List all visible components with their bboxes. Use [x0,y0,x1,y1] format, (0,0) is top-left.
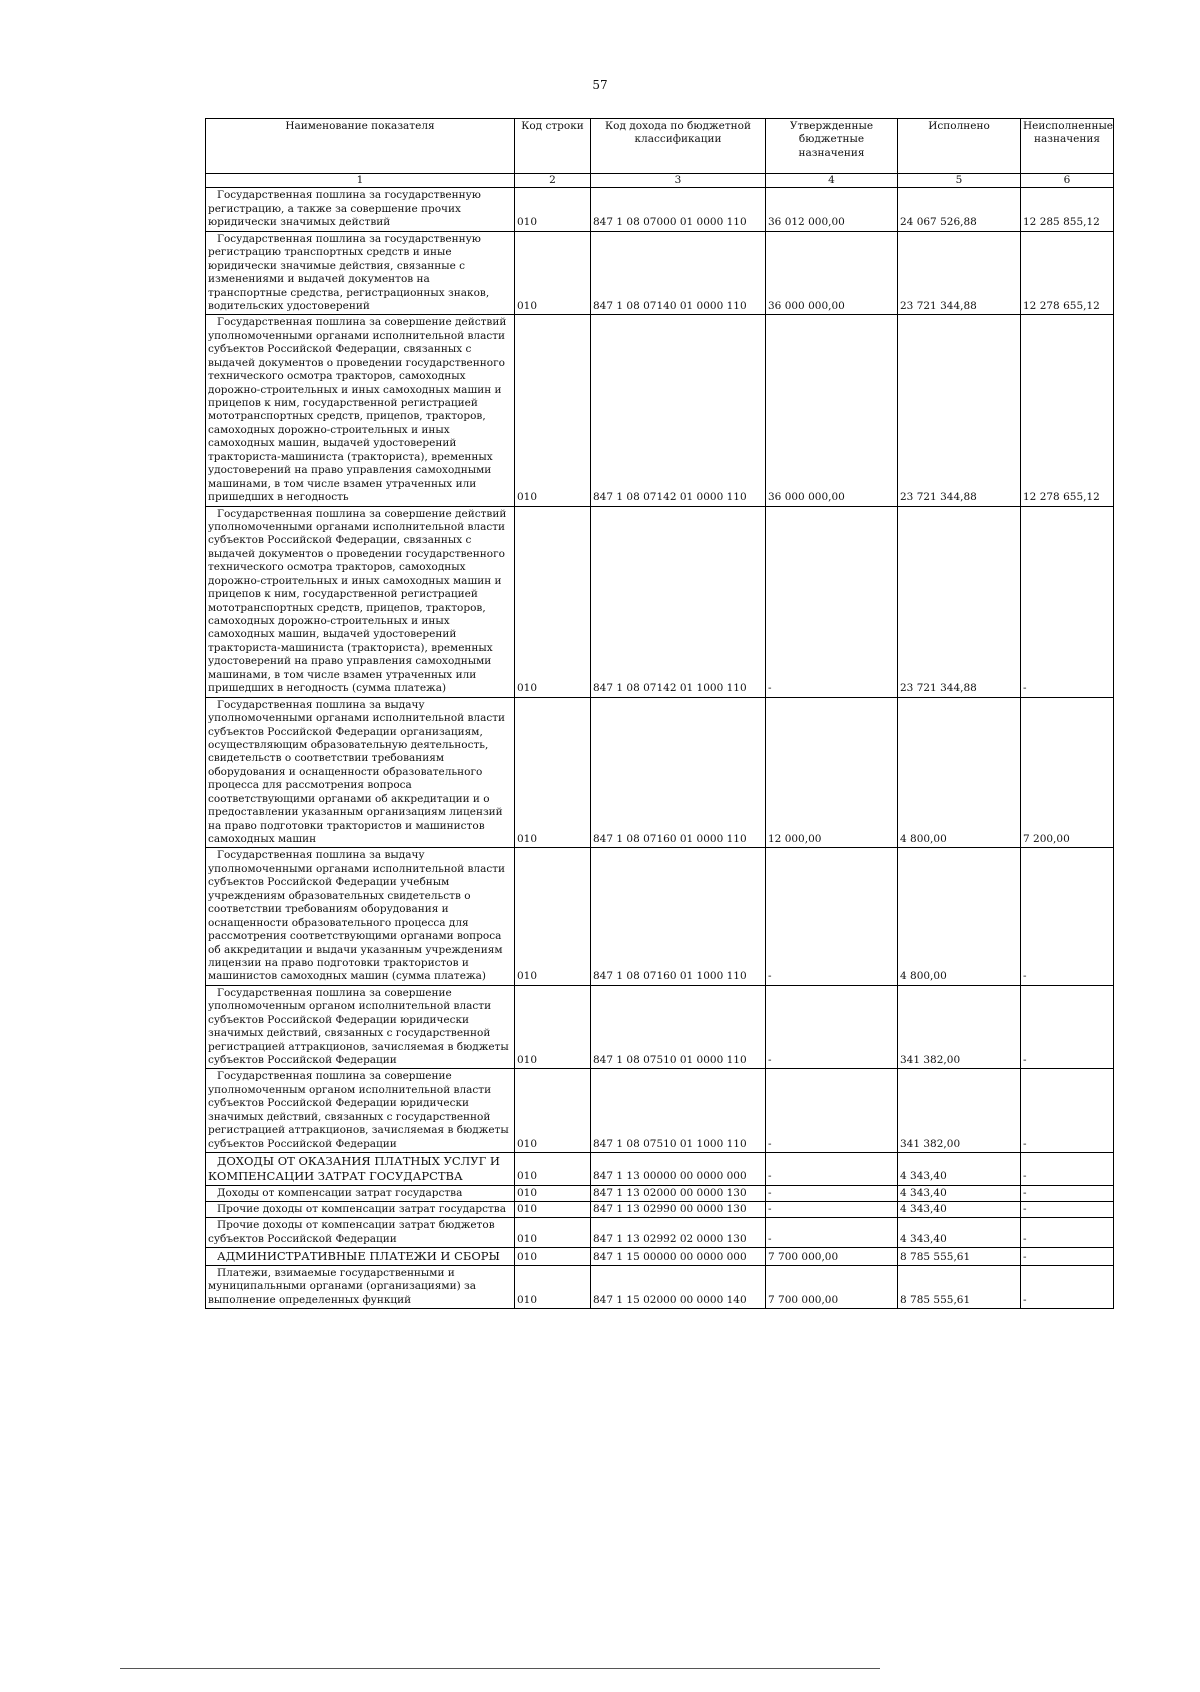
cell-line-code: 010 [515,1069,591,1153]
cell-income-code: 847 1 15 02000 00 0000 140 [591,1265,766,1308]
cell-executed: 8 785 555,61 [898,1265,1021,1308]
cell-line-code: 010 [515,506,591,697]
budget-execution-table [205,118,1114,1309]
cell-approved: 36 000 000,00 [766,315,898,506]
cell-unexecuted: - [1021,1201,1114,1217]
cell-executed: 23 721 344,88 [898,231,1021,315]
cell-line-code: 010 [515,1265,591,1308]
cell-name: Прочие доходы от компенсации затрат бюджетов субъектов Российской Федерации [206,1218,515,1248]
cell-name: Государственная пошлина за выдачу уполномоченными органами исполнительной власти субъектов Российской Федерации организациям, осуществляющим образовательную деятельность, свидетельств о соответствии требованиям оборудования и оснащенности образовательного процесса для рассмотрения вопроса соответствующими органами об аккредитации и о предоставлении указанным организациям лицензий на право подготовки трактористов и машинистов самоходных машин [206,697,515,848]
table-row [206,1185,1114,1201]
table-row [206,1153,1114,1185]
column-number-row [206,174,1114,188]
header-line-code: Код строки [515,119,591,174]
cell-unexecuted: 12 278 655,12 [1021,231,1114,315]
cell-income-code: 847 1 08 07142 01 1000 110 [591,506,766,697]
cell-approved: - [766,1218,898,1248]
header-row [206,119,1114,174]
cell-name: Платежи, взимаемые государственными и муниципальными органами (организациями) за выполнение определенных функций [206,1265,515,1308]
cell-unexecuted: - [1021,1153,1114,1185]
cell-name: ДОХОДЫ ОТ ОКАЗАНИЯ ПЛАТНЫХ УСЛУГ И КОМПЕНСАЦИИ ЗАТРАТ ГОСУДАРСТВА [206,1153,515,1185]
cell-approved: - [766,506,898,697]
table-row [206,697,1114,848]
table-row [206,1069,1114,1153]
cell-name: Государственная пошлина за государственную регистрацию транспортных средств и иные юридически значимые действия, связанные с изменениями и выдачей документов на транспортные средства, регистрационных знаков, водительских удостоверений [206,231,515,315]
cell-income-code: 847 1 08 07140 01 0000 110 [591,231,766,315]
cell-income-code: 847 1 08 07510 01 1000 110 [591,1069,766,1153]
cell-unexecuted: - [1021,1218,1114,1248]
cell-approved: - [766,1069,898,1153]
cell-unexecuted: - [1021,1185,1114,1201]
table-row [206,315,1114,506]
table-row [206,848,1114,985]
cell-executed: 23 721 344,88 [898,315,1021,506]
cell-executed: 23 721 344,88 [898,506,1021,697]
cell-executed: 4 343,40 [898,1201,1021,1217]
cell-line-code: 010 [515,1218,591,1248]
cell-income-code: 847 1 08 07160 01 0000 110 [591,697,766,848]
column-number: 2 [515,174,591,188]
cell-approved: - [766,848,898,985]
header-approved: Утвержденные бюджетные назначения [766,119,898,174]
cell-unexecuted: - [1021,1265,1114,1308]
cell-unexecuted: - [1021,506,1114,697]
cell-line-code: 010 [515,1201,591,1217]
cell-name: АДМИНИСТРАТИВНЫЕ ПЛАТЕЖИ И СБОРЫ [206,1248,515,1266]
cell-approved: - [766,1201,898,1217]
table-row [206,1218,1114,1248]
cell-executed: 8 785 555,61 [898,1248,1021,1266]
header-income-code: Код дохода по бюджетной классификации [591,119,766,174]
cell-line-code: 010 [515,848,591,985]
cell-income-code: 847 1 15 00000 00 0000 000 [591,1248,766,1266]
cell-income-code: 847 1 08 07000 01 0000 110 [591,188,766,231]
cell-approved: - [766,985,898,1069]
header-executed: Исполнено [898,119,1021,174]
column-number: 4 [766,174,898,188]
cell-income-code: 847 1 13 02990 00 0000 130 [591,1201,766,1217]
cell-executed: 4 343,40 [898,1185,1021,1201]
cell-name: Доходы от компенсации затрат государства [206,1185,515,1201]
cell-executed: 24 067 526,88 [898,188,1021,231]
cell-income-code: 847 1 13 00000 00 0000 000 [591,1153,766,1185]
column-number: 1 [206,174,515,188]
cell-name: Государственная пошлина за выдачу уполномоченными органами исполнительной власти субъектов Российской Федерации учебным учреждениям образовательных свидетельств о соответствии требованиям оборудования и оснащенности образовательного процесса для рассмотрения соответствующими органами вопроса об аккредитации и выдачи указанным учреждениям лицензии на право подготовки трактористов и машинистов самоходных машин (сумма платежа) [206,848,515,985]
footer-divider [120,1668,880,1669]
cell-executed: 341 382,00 [898,985,1021,1069]
cell-unexecuted: - [1021,1069,1114,1153]
cell-line-code: 010 [515,985,591,1069]
column-number: 6 [1021,174,1114,188]
cell-unexecuted: 12 278 655,12 [1021,315,1114,506]
cell-income-code: 847 1 13 02992 02 0000 130 [591,1218,766,1248]
cell-unexecuted: - [1021,985,1114,1069]
page-number: 57 [592,78,608,92]
cell-income-code: 847 1 08 07160 01 1000 110 [591,848,766,985]
table-row [206,231,1114,315]
cell-executed: 4 343,40 [898,1153,1021,1185]
cell-name: Государственная пошлина за совершение уполномоченным органом исполнительной власти субъектов Российской Федерации юридически значимых действий, связанных с государственной регистрацией аттракционов, зачисляемая в бюджеты субъектов Российской Федерации [206,985,515,1069]
table-row [206,985,1114,1069]
column-number: 3 [591,174,766,188]
cell-approved: 36 000 000,00 [766,231,898,315]
cell-line-code: 010 [515,1185,591,1201]
cell-line-code: 010 [515,315,591,506]
cell-approved: 36 012 000,00 [766,188,898,231]
cell-name: Государственная пошлина за государственную регистрацию, а также за совершение прочих юридически значимых действий [206,188,515,231]
cell-approved: - [766,1185,898,1201]
cell-line-code: 010 [515,1248,591,1266]
cell-line-code: 010 [515,188,591,231]
table-row [206,1265,1114,1308]
cell-income-code: 847 1 08 07510 01 0000 110 [591,985,766,1069]
table-row [206,1201,1114,1217]
header-name: Наименование показателя [206,119,515,174]
cell-executed: 4 800,00 [898,848,1021,985]
cell-executed: 4 800,00 [898,697,1021,848]
header-unexecuted: Неисполненные назначения [1021,119,1114,174]
cell-unexecuted: 12 285 855,12 [1021,188,1114,231]
cell-unexecuted: 7 200,00 [1021,697,1114,848]
cell-name: Прочие доходы от компенсации затрат государства [206,1201,515,1217]
cell-approved: - [766,1153,898,1185]
cell-executed: 341 382,00 [898,1069,1021,1153]
cell-income-code: 847 1 08 07142 01 0000 110 [591,315,766,506]
cell-income-code: 847 1 13 02000 00 0000 130 [591,1185,766,1201]
cell-unexecuted: - [1021,848,1114,985]
table-row [206,506,1114,697]
cell-name: Государственная пошлина за совершение действий уполномоченными органами исполнительной власти субъектов Российской Федерации, связанных с выдачей документов о проведении государственного технического осмотра тракторов, самоходных дорожно-строительных и иных самоходных машин и прицепов к ним, государственной регистрацией мототранспортных средств, прицепов, тракторов, самоходных дорожно-строительных и иных самоходных машин, выдачей удостоверений тракториста-машиниста (тракториста), временных удостоверений на право управления самоходными машинами, в том числе взамен утраченных или пришедших в негодность (сумма платежа) [206,506,515,697]
table-row [206,188,1114,231]
cell-line-code: 010 [515,1153,591,1185]
cell-approved: 7 700 000,00 [766,1265,898,1308]
cell-line-code: 010 [515,231,591,315]
cell-name: Государственная пошлина за совершение уполномоченным органом исполнительной власти субъектов Российской Федерации юридически значимых действий, связанных с государственной регистрацией аттракционов, зачисляемая в бюджеты субъектов Российской Федерации [206,1069,515,1153]
cell-name: Государственная пошлина за совершение действий уполномоченными органами исполнительной власти субъектов Российской Федерации, связанных с выдачей документов о проведении государственного технического осмотра тракторов, самоходных дорожно-строительных и иных самоходных машин и прицепов к ним, государственной регистрацией мототранспортных средств, прицепов, тракторов, самоходных дорожно-строительных и иных самоходных машин, выдачей удостоверений тракториста-машиниста (тракториста), временных удостоверений на право управления самоходными машинами, в том числе взамен утраченных или пришедших в негодность [206,315,515,506]
table-row [206,1248,1114,1266]
cell-unexecuted: - [1021,1248,1114,1266]
cell-approved: 12 000,00 [766,697,898,848]
column-number: 5 [898,174,1021,188]
cell-executed: 4 343,40 [898,1218,1021,1248]
cell-line-code: 010 [515,697,591,848]
table-body [206,188,1114,1309]
cell-approved: 7 700 000,00 [766,1248,898,1266]
